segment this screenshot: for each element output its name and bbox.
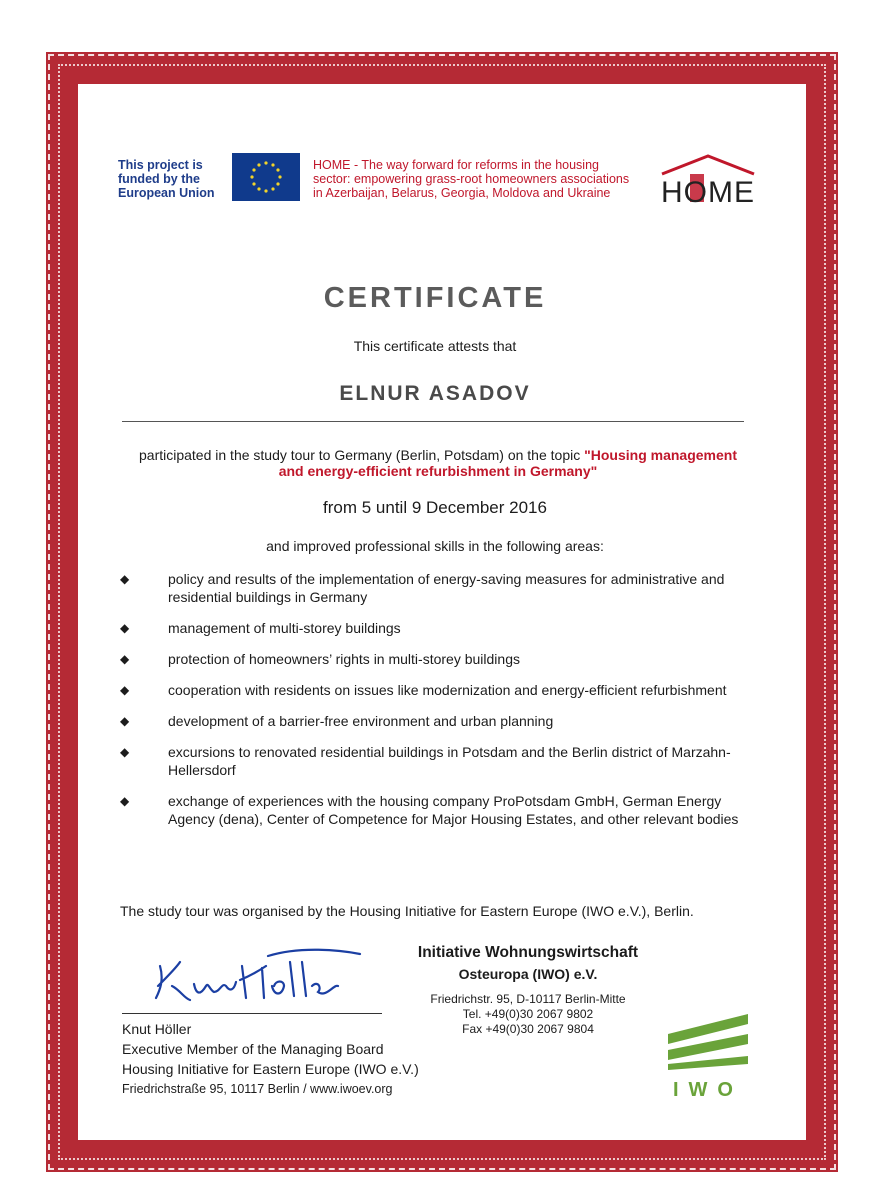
bullet-diamond-icon: ◆: [120, 714, 130, 728]
home-description-line: in Azerbaijan, Belarus, Georgia, Moldova and Ukraine: [313, 186, 611, 200]
organised-by-statement: The study tour was organised by the Housing Initiative for Eastern Europe (IWO e.V.), Berlin.: [120, 903, 694, 919]
funded-line: This project is: [118, 158, 203, 172]
home-logo: [656, 152, 760, 208]
home-project-description: [313, 158, 643, 200]
signer-address: Friedrichstraße 95, 10117 Berlin / www.iwoev.org: [122, 1082, 393, 1096]
iwo-logo-text: IWO: [673, 1079, 743, 1101]
home-logo-text: HOME: [661, 176, 755, 208]
bullet-diamond-icon: ◆: [120, 652, 130, 666]
area-text: protection of homeowners’ rights in multi-storey buildings: [168, 651, 520, 667]
bullet-diamond-icon: ◆: [120, 745, 130, 759]
improved-line: and improved professional skills in the following areas:: [266, 538, 604, 554]
area-text: cooperation with residents on issues like modernization and energy-efficient refurbishment: [168, 682, 727, 698]
study-dates: from 5 until 9 December 2016: [323, 498, 547, 517]
signature-line: [122, 1013, 382, 1014]
participation-prefix: participated in the study tour to Germany (Berlin, Potsdam) on the topic: [139, 447, 585, 463]
list-item: [120, 619, 760, 637]
eu-flag-icon: [232, 153, 300, 201]
bullet-diamond-icon: ◆: [120, 621, 130, 635]
stamp-tel: Tel. +49(0)30 2067 9802: [462, 1007, 594, 1021]
area-text: exchange of experiences with the housing company ProPotsdam GmbH, German Energy Agency (dena), Center of Competence for Major Housing Estates, and other relevant bodies: [168, 793, 739, 827]
stamp-fax: Fax +49(0)30 2067 9804: [462, 1022, 594, 1036]
list-item: [120, 712, 760, 730]
handwritten-signature: [150, 946, 370, 1006]
home-description-line: HOME - The way forward for reforms in the housing: [313, 158, 599, 172]
signer-name: Knut Höller: [122, 1021, 192, 1037]
funded-line: European Union: [118, 186, 215, 200]
stamp-line2: Osteuropa (IWO) e.V.: [458, 966, 598, 982]
list-item: [120, 792, 760, 828]
iwo-stamp-name: [398, 944, 658, 982]
stamp-line1: Initiative Wohnungswirtschaft: [417, 944, 639, 961]
study-topic: "Housing management and energy-efficient refurbishment in Germany": [278, 447, 737, 479]
eu-funding-note: [118, 158, 228, 200]
list-item: [120, 570, 760, 606]
iwo-logo: [664, 1006, 764, 1102]
bullet-diamond-icon: ◆: [120, 794, 130, 808]
area-text: policy and results of the implementation of energy-saving measures for administrative and residential buildings in Germany: [168, 571, 725, 605]
name-underline: [122, 421, 744, 422]
area-text: excursions to renovated residential buildings in Potsdam and the Berlin district of Marzahn-Hellersdorf: [168, 744, 731, 778]
funded-line: funded by the: [118, 172, 200, 186]
certificate-title: CERTIFICATE: [323, 282, 547, 314]
list-item: [120, 743, 760, 779]
stamp-address: Friedrichstr. 95, D-10117 Berlin-Mitte: [430, 992, 626, 1006]
participation-statement: [138, 447, 738, 479]
list-item: [120, 681, 760, 699]
iwo-stamp-contact: [398, 992, 658, 1037]
attest-line: This certificate attests that: [353, 338, 517, 354]
area-text: development of a barrier-free environment and urban planning: [168, 713, 554, 729]
bullet-diamond-icon: ◆: [120, 572, 130, 586]
signer-organisation: Housing Initiative for Eastern Europe (IWO e.V.): [122, 1061, 419, 1077]
bullet-diamond-icon: ◆: [120, 683, 130, 697]
recipient-name: ELNUR ASADOV: [339, 382, 531, 405]
home-description-line: sector: empowering grass-root homeowners associations: [313, 172, 630, 186]
skill-areas-list: [120, 570, 760, 841]
list-item: [120, 650, 760, 668]
signer-role: Executive Member of the Managing Board: [122, 1041, 384, 1057]
area-text: management of multi-storey buildings: [168, 620, 401, 636]
